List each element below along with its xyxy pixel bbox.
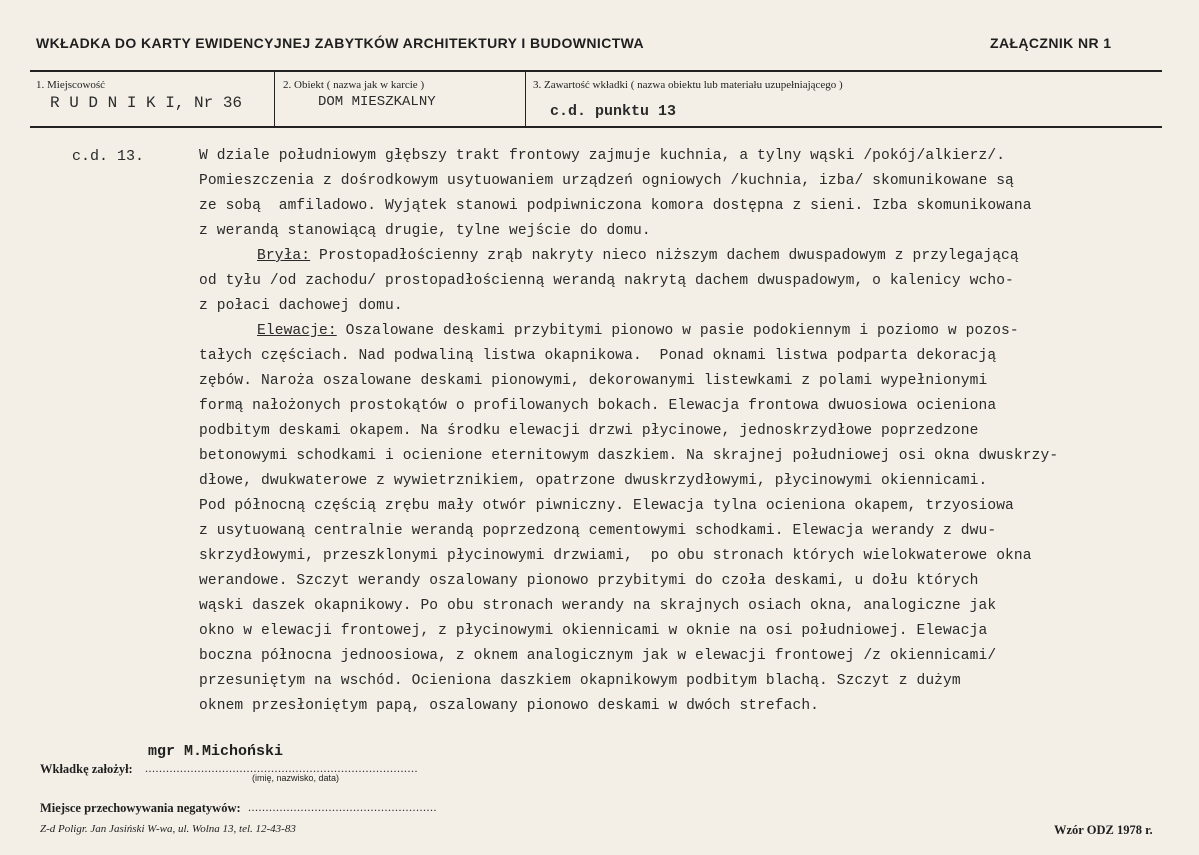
elewacje-line-10: skrzydłowymi, przeszklonymi płycinowymi drzwiami, po obu stronach których wielokwaterowe okna <box>199 548 1032 564</box>
elewacje-line-9: z usytuowaną centralnie werandą poprzedzoną cementowymi schodkami. Elewacja werandy z dwu- <box>199 523 997 539</box>
elewacje-line-8: Pod północną częścią zrębu mały otwór piwniczny. Elewacja tylna ocieniona okapem, trzyosiowa <box>199 498 1014 514</box>
annex-number: ZAŁĄCZNIK NR 1 <box>990 35 1112 51</box>
form-title: WKŁADKA DO KARTY EWIDENCYJNEJ ZABYTKÓW ARCHITEKTURY I BUDOWNICTWA <box>36 35 645 51</box>
author-name: mgr M.Michoński <box>148 743 284 760</box>
top-rule <box>30 70 1162 72</box>
body-line-4: z werandą stanowiącą drugie, tylne wejście do domu. <box>199 223 651 239</box>
printer-imprint: Z-d Poligr. Jan Jasiński W-wa, ul. Wolna 13, tel. 12-43-83 <box>40 823 296 835</box>
form-model: Wzór ODZ 1978 r. <box>1054 823 1153 837</box>
elewacje-line-2: tałych częściach. Nad podwaliną listwa okapnikowa. Ponad oknami listwa podparta dekoracją <box>199 348 997 364</box>
body-line-3: ze sobą amfiladowo. Wyjątek stanowi podpiwniczona komora dostępna z sieni. Izba skomunikowana <box>199 198 1032 214</box>
elewacje-line-14: boczna północna jednoosiowa, z oknem analogicznym jak w elewacji frontowej /z okiennicami/ <box>199 648 997 664</box>
bryla-paragraph-first-line <box>257 248 1019 264</box>
elewacje-line-15: przesuniętym na wschód. Ocieniona daszkiem okapnikowym podbitym blachą. Szczyt z dużym <box>199 673 961 689</box>
elewacje-line-7: dłowe, dwukwaterowe z wywietrznikiem, opatrzone dwuskrzydłowymi, płycinowymi okiennicami. <box>199 473 988 489</box>
body-line-2: Pomieszczenia z dośrodkowym usytuowaniem urządzeń ogniowych /kuchnia, izba/ skomunikowane są <box>199 173 1014 189</box>
elewacje-line-13: okno w elewacji frontowej, z płycinowymi okiennicami w oknie na osi południowej. Elewacja <box>199 623 988 639</box>
field-2-label: 2. Obiekt ( nazwa jak w karcie ) <box>283 79 425 91</box>
elewacje-line-3: zębów. Naroża oszalowane deskami pionowymi, dekorowanymi listewkami z polami wypełnionymi <box>199 373 988 389</box>
bryla-first-text: Prostopadłościenny zrąb nakryty nieco niższym dachem dwuspadowym z przylegającą <box>310 248 1019 264</box>
author-dotted-line: .............................................................................. <box>145 761 418 775</box>
bottom-rule <box>30 126 1162 128</box>
elewacje-line-4: formą nałożonych prostokątów o profilowanych bokach. Elewacja frontowa dwuosiowa ocieniona <box>199 398 997 414</box>
bryla-line-2: od tyłu /od zachodu/ prostopadłościenną werandą nakrytą dachem dwuspadowym, o kalenicy wcho- <box>199 273 1014 289</box>
field-3-label: 3. Zawartość wkładki ( nazwa obiektu lub materiału uzupełniającego ) <box>533 79 843 91</box>
author-hint: (imię, nazwisko, data) <box>252 773 340 783</box>
field-3-value: c.d. punktu 13 <box>550 103 677 120</box>
elewacje-line-12: wąski daszek okapnikowy. Po obu stronach werandy na skrajnych osiach okna, analogiczne jak <box>199 598 997 614</box>
body-line-1: W dziale południowym głębszy trakt frontowy zajmuje kuchnia, a tylny wąski /pokój/alkierz/. <box>199 148 1006 164</box>
field-divider-2 <box>525 71 526 127</box>
elewacje-line-6: betonowymi schodkami i ocienione eternitowym daszkiem. Na skrajnej południowej osi okna dwuskrzy- <box>199 448 1059 464</box>
section-lead: c.d. 13. <box>72 148 145 165</box>
elewacje-line-11: werandowe. Szczyt werandy oszalowany pionowo przybitymi do czoła deskami, u dołu których <box>199 573 979 589</box>
negatives-label: Miejsce przechowywania negatywów: <box>40 801 241 815</box>
elewacje-first-text: Oszalowane deskami przybitymi pionowo w pasie podokiennym i poziomo w pozos- <box>336 323 1019 339</box>
elewacje-line-5: podbitym deskami okapem. Na środku elewacji drzwi płycinowe, jednoskrzydłowe poprzedzone <box>199 423 979 439</box>
elewacje-line-16: oknem przesłoniętym papą, oszalowany pionowo deskami w dwóch strefach. <box>199 698 820 714</box>
author-label: Wkładkę założył: <box>40 762 133 776</box>
negatives-dotted-line: ...................................................... <box>248 800 437 814</box>
elewacje-paragraph-first-line <box>257 323 1019 339</box>
elewacje-heading: Elewacje: <box>257 323 337 339</box>
field-1-label: 1. Miejscowość <box>36 79 106 91</box>
bryla-line-3: z połaci dachowej domu. <box>199 298 403 314</box>
field-2-value: DOM MIESZKALNY <box>318 94 436 110</box>
field-1-value: R U D N I K I, Nr 36 <box>50 94 243 112</box>
field-divider-1 <box>274 71 275 127</box>
bryla-heading: Bryła: <box>257 248 311 264</box>
